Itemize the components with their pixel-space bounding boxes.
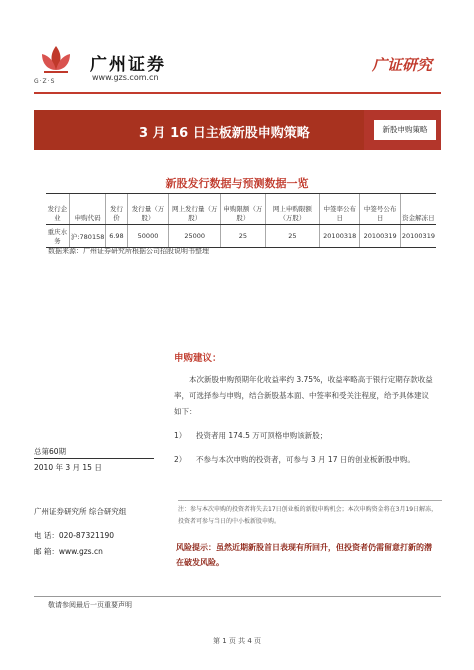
table-cell: 25 (265, 225, 319, 248)
table-header-cell: 发行量（万股） (127, 194, 169, 225)
table-cell: 沪:780158 (69, 225, 106, 248)
section-title: 新股发行数据与预测数据一览 (165, 177, 309, 190)
table-cell: 20100319 (400, 225, 436, 248)
table-cell: 重庆水务 (46, 225, 69, 248)
table-header-cell: 发行价 (106, 194, 127, 225)
advice-footnote: 注：参与本次申购的投资者将失去17日创业板的新股申购机会；本次申购资金将在3月19日解冻，投资者可参与当日的中小板新股申购。 (178, 500, 442, 528)
advice-item-number: 2） (174, 455, 187, 464)
table-header-cell: 资金解冻日 (400, 194, 436, 225)
footer-divider (34, 596, 441, 597)
advice-item-text: 投资者用 174.5 万可顶格申购该新股； (196, 431, 328, 440)
table-cell: 25 (221, 225, 266, 248)
table-header-row (46, 194, 436, 225)
contact-phone: 电 话：020-87321190 (34, 531, 115, 540)
ipo-data-table (46, 193, 436, 248)
risk-warning: 风险提示：虽然近期新股首日表现有所回升，但投资者仍需留意打新的潜在破发风险。 (176, 543, 432, 567)
table-cell: 20100319 (360, 225, 400, 248)
company-website: www.gzs.com.cn (92, 73, 159, 82)
report-title: 3 月 16 日主板新股申购策略 (139, 126, 310, 141)
contact-email: 邮 箱：www.gzs.cn (34, 547, 103, 556)
research-department: 广州证券研究所 综合研究组 (34, 507, 127, 516)
report-date: 2010 年 3 月 15 日 (34, 463, 102, 472)
advice-item-number: 1） (174, 431, 187, 440)
data-source-note: 数据来源：广州证券研究所根据公司招股说明书整理 (48, 247, 209, 255)
header-divider (34, 92, 441, 94)
logo-abbreviation: G·Z·S (34, 78, 56, 85)
table-cell: 25000 (169, 225, 221, 248)
table-cell: 6.98 (106, 225, 127, 248)
table-header-cell: 申购代码 (69, 194, 106, 225)
advice-item (174, 452, 436, 468)
table-cell: 20100318 (319, 225, 359, 248)
advice-item-text: 不参与本次申购的投资者，可参与 3 月 17 日的创业板新股申购。 (196, 455, 415, 464)
report-category-tag: 新股申购策略 (374, 120, 436, 140)
table-header-cell: 发行企业 (46, 194, 69, 225)
page-number: 第 1 页 共 4 页 (212, 637, 262, 645)
table-cell: 50000 (127, 225, 169, 248)
advice-heading: 申购建议： (174, 353, 222, 364)
table-header-cell: 中签号公布日 (360, 194, 400, 225)
table-header-cell: 申购限额（万股） (221, 194, 266, 225)
table-header-cell: 网上申购限额（万股） (265, 194, 319, 225)
logo-icon (36, 44, 76, 76)
table-row (46, 225, 436, 248)
issue-number: 总第60期 (34, 447, 67, 456)
table-header-cell: 网上发行量（万股） (169, 194, 221, 225)
advice-paragraph: 本次新股申购预期年化收益率约 3.75%，收益率略高于银行定期存款收益率，可选择参与申购，结合新股基本面、中签率和受关注程度，给予具体建议如下： (174, 375, 433, 416)
disclaimer-note: 敬请参阅最后一页重要声明 (48, 601, 132, 609)
advice-item (174, 428, 436, 444)
table-header-cell: 中签率公布日 (319, 194, 359, 225)
company-name: 广州证券 (90, 55, 166, 75)
sidebar-divider (34, 458, 154, 459)
title-banner (34, 110, 441, 150)
brand-label: 广证研究 (372, 56, 433, 74)
